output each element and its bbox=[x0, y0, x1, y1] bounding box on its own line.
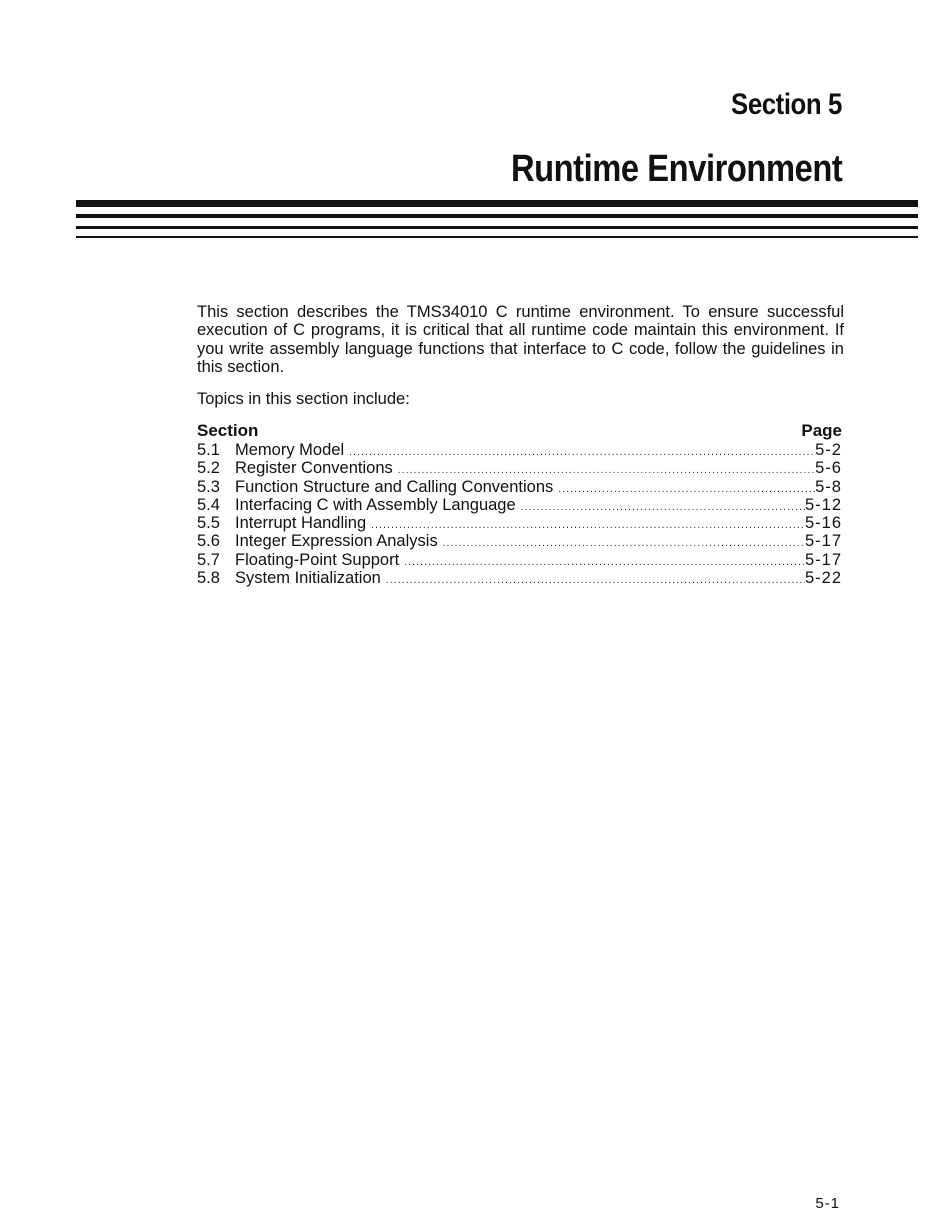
toc-entry[interactable] bbox=[197, 551, 842, 569]
rule-medium bbox=[76, 214, 918, 218]
toc-leader-dots bbox=[349, 444, 815, 462]
chapter-title: Runtime Environment bbox=[510, 148, 842, 190]
toc-leader-dots bbox=[386, 572, 805, 590]
toc-header bbox=[197, 421, 842, 441]
toc-entry-page: 5-17 bbox=[804, 532, 842, 551]
toc-entry[interactable] bbox=[197, 514, 842, 532]
toc-entry-title: Memory Model bbox=[235, 441, 345, 459]
toc-entry-page: 5-22 bbox=[804, 569, 842, 588]
toc-leader-dots bbox=[558, 481, 815, 499]
toc-entry[interactable] bbox=[197, 569, 842, 587]
toc-entry-number: 5.1 bbox=[197, 441, 220, 459]
table-of-contents bbox=[197, 421, 842, 587]
toc-entry-page: 5-12 bbox=[804, 495, 842, 514]
toc-entry-number: 5.4 bbox=[197, 495, 220, 514]
toc-entry-title: Integer Expression Analysis bbox=[235, 532, 438, 551]
toc-entry-number: 5.7 bbox=[197, 550, 220, 569]
toc-entry-title: Floating-Point Support bbox=[235, 550, 400, 569]
topics-line: Topics in this section include: bbox=[197, 390, 410, 408]
toc-entry-title: System Initialization bbox=[235, 569, 381, 588]
toc-entry[interactable] bbox=[197, 459, 842, 477]
toc-entry[interactable] bbox=[197, 496, 842, 514]
toc-entry-title: Function Structure and Calling Conventions bbox=[235, 477, 554, 496]
toc-entry-number: 5.8 bbox=[197, 569, 220, 588]
rule-thin bbox=[76, 226, 918, 229]
toc-entry[interactable] bbox=[197, 478, 842, 496]
toc-entry-page: 5-2 bbox=[815, 441, 842, 459]
toc-page-heading: Page bbox=[801, 421, 842, 440]
toc-leader-dots bbox=[443, 535, 805, 553]
toc-entry-title: Interrupt Handling bbox=[235, 514, 367, 533]
rule-thin bbox=[76, 236, 918, 238]
toc-entry-page: 5-8 bbox=[815, 477, 842, 496]
toc-entry-title: Register Conventions bbox=[235, 459, 393, 478]
rule-thick bbox=[76, 200, 918, 207]
toc-entry-page: 5-17 bbox=[804, 550, 842, 569]
toc-section-heading: Section bbox=[197, 421, 259, 440]
toc-entry-number: 5.5 bbox=[197, 514, 220, 533]
toc-entry-page: 5-6 bbox=[815, 459, 842, 478]
toc-leader-dots bbox=[404, 554, 805, 572]
toc-entry-number: 5.6 bbox=[197, 532, 220, 551]
toc-entry[interactable] bbox=[197, 532, 842, 550]
toc-leader-dots bbox=[521, 499, 805, 517]
toc-entry-number: 5.3 bbox=[197, 477, 220, 496]
intro-paragraph: This section describes the TMS34010 C runtime environment. To ensure successful execution of C programs, it is critical that all runtime code maintain this environment. If you write assembly language functions that interface to C code, follow the guidelines in this section. bbox=[197, 303, 844, 376]
toc-entry[interactable] bbox=[197, 441, 842, 459]
toc-entry-number: 5.2 bbox=[197, 459, 220, 478]
toc-entry-page: 5-16 bbox=[804, 514, 842, 533]
toc-entry-title: Interfacing C with Assembly Language bbox=[235, 495, 516, 514]
page-number: 5-1 bbox=[815, 1195, 840, 1212]
section-label: Section 5 bbox=[731, 88, 842, 121]
